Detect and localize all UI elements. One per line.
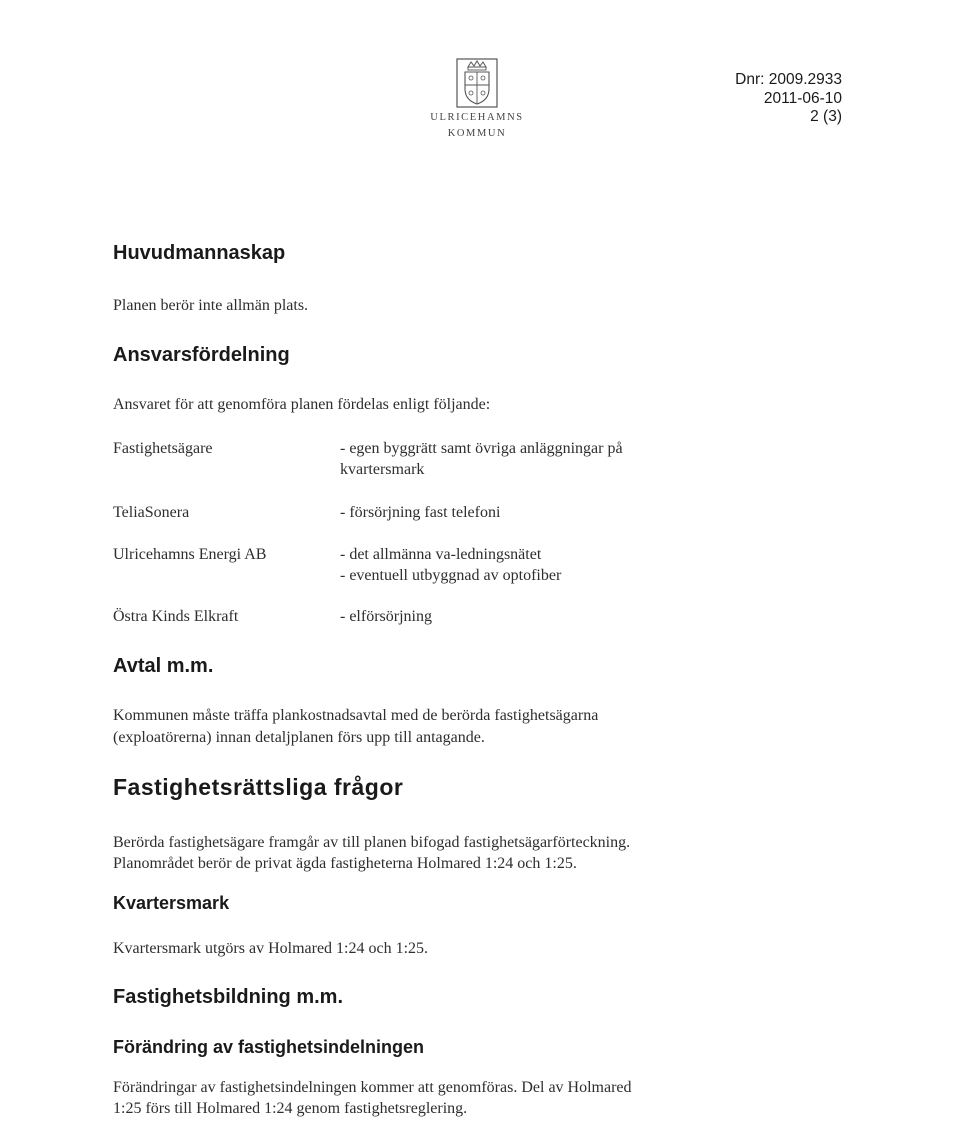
heading-forandring: Förändring av fastighetsindelningen <box>113 1037 425 1057</box>
document-date: 2011-06-10 <box>763 89 842 107</box>
logo-name-line1: ULRICEHAMNS <box>430 112 524 123</box>
text-huvudmannaskap: Planen berör inte allmän plats. <box>113 297 309 314</box>
heading-fastighetsbildning: Fastighetsbildning m.m. <box>113 986 344 1008</box>
page-number: 2 (3) <box>810 108 842 125</box>
party-ostra-kinds-elkraft: Östra Kinds Elkraft <box>113 608 239 625</box>
document-meta <box>735 71 842 127</box>
party-fastighetsagare: Fastighetsägare <box>113 440 213 457</box>
responsibility-ulricehamns-energi-1: - det allmänna va-ledningsnätet <box>340 546 542 563</box>
responsibility-fastighetsagare-2: kvartersmark <box>340 461 425 478</box>
text-forandring-line1: Förändringar av fastighetsindelningen kommer att genomföras. Del av Holmared <box>113 1079 632 1096</box>
responsibility-ulricehamns-energi-2: - eventuell utbyggnad av optofiber <box>340 567 562 584</box>
heading-ansvarsfordelning: Ansvarsfördelning <box>113 344 290 366</box>
responsibility-fastighetsagare-1: - egen byggrätt samt övriga anläggningar på <box>340 440 623 457</box>
text-avtal-line2: (exploatörerna) innan detaljplanen förs upp till antagande. <box>113 729 485 746</box>
party-teliasonera: TeliaSonera <box>113 504 190 521</box>
diary-number: Dnr: 2009.2933 <box>735 71 842 88</box>
responsibility-teliasonera: - försörjning fast telefoni <box>340 504 501 521</box>
heading-fastighetsrattsliga: Fastighetsrättsliga frågor <box>113 774 404 800</box>
text-kvartersmark: Kvartersmark utgörs av Holmared 1:24 och 1:25. <box>113 940 429 957</box>
heading-kvartersmark: Kvartersmark <box>113 893 230 913</box>
text-fastighetsrattsliga-line1: Berörda fastighetsägare framgår av till planen bifogad fastighetsägarförteckning. <box>113 834 631 851</box>
responsibility-ostra-kinds-elkraft: - elförsörjning <box>340 608 432 625</box>
text-ansvarsfordelning-intro: Ansvaret för att genomföra planen fördelas enligt följande: <box>113 396 491 413</box>
text-forandring-line2: 1:25 förs till Holmared 1:24 genom fastighetsreglering. <box>113 1100 468 1117</box>
text-avtal-line1: Kommunen måste träffa plankostnadsavtal med de berörda fastighetsägarna <box>113 707 599 724</box>
party-ulricehamns-energi: Ulricehamns Energi AB <box>113 546 267 563</box>
heading-avtal: Avtal m.m. <box>113 655 214 677</box>
heading-huvudmannaskap: Huvudmannaskap <box>113 242 286 264</box>
coat-of-arms-icon <box>456 58 498 108</box>
logo-name-line2: KOMMUN <box>447 128 507 139</box>
municipality-logo <box>422 58 532 140</box>
text-fastighetsrattsliga-line2: Planområdet berör de privat ägda fastigheterna Holmared 1:24 och 1:25. <box>113 855 577 872</box>
